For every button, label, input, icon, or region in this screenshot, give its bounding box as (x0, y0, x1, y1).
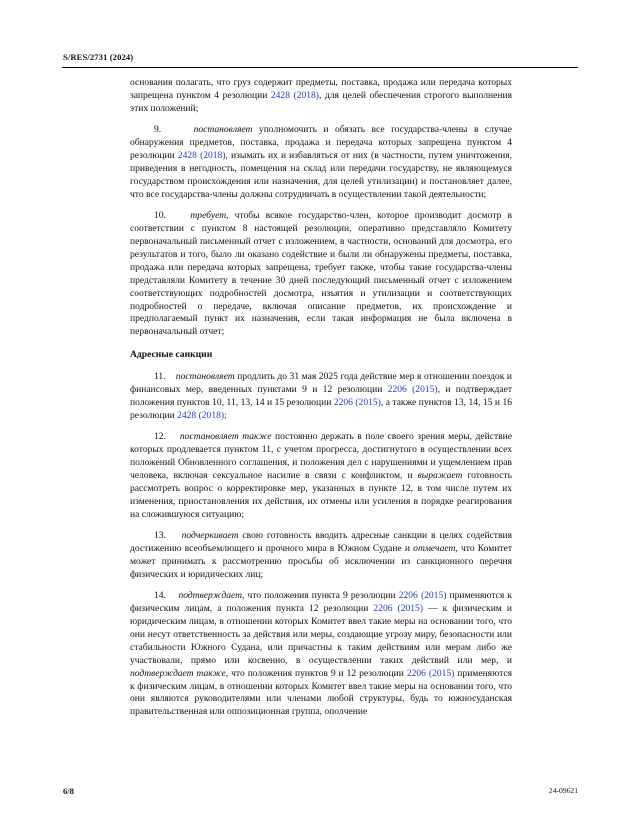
paragraph-number: 11. (154, 371, 166, 383)
resolution-link[interactable]: 2428 (2018) (270, 89, 319, 101)
document-body (130, 77, 512, 728)
paragraph-11: 11. постановляет продлить до 31 мая 2025 года действие мер в отношении поездок и финансовых мер, введенных пунктами 9 и 12 резолюции 2206 (2015), и подтверждает положения пунктов 10, 11, 13, 14 и 15 резолюции 2206 (2015), а также пунктов 13, 14, 15 и 16 резолюции 2428 (2018); (130, 371, 513, 421)
resolution-link[interactable]: 2428 (2018); (177, 409, 227, 421)
resolution-link[interactable]: 2428 (2018) (177, 150, 226, 162)
paragraph-number: 14. (154, 590, 166, 602)
page-number: 6/8 (63, 786, 74, 796)
paragraph-continuation: основания полагать, что груз содержит предметы, поставка, продажа или передача которых запрещена пунктом 4 резолюции 2428 (2018), для целей обеспечения строгого выполнения этих положений; (130, 77, 513, 114)
section-heading: Адресные санкции (130, 349, 213, 361)
paragraph-13: 13. подчеркивает свою готовность вводить адресные санкции в целях содействия достижению всеобъемлющего и прочного мира в Южном Судане и отмечает, что Комитет может принимать к рассмотрению просьбы об исключении из санкционного перечня физических и юридических лиц; (130, 530, 512, 580)
resolution-link[interactable]: 2206 (2015) (333, 396, 381, 408)
document-number: 24-09621 (548, 786, 578, 795)
paragraph-number: 12. (154, 431, 166, 443)
paragraph-number: 13. (154, 530, 166, 542)
resolution-link[interactable]: 2206 (2015) (387, 384, 438, 396)
resolution-link[interactable]: 2206 (2015) (406, 667, 455, 679)
paragraph-10: 10. требует, чтобы всякое государство-член, которое производит досмотр в соответствии с пунктом 8 настоящей резолюции, оперативно представляло Комитету первоначальный письменный отчет с изложением, в частности, оснований для досмотра, его результатов и того, было ли оказано содействие и были ли обнаружены предметы, поставка, продажа или передача которых запрещена, требует также, чтобы такие государства-члены представляли Комитету в течение 30 дней последующий письменный отчет с изложением соответствующих подробностей досмотра, изъятия и утилизации и соответствующих подробностей о передаче, включая описание предметов, их происхождение и предполагаемый пункт их назначения, если такая информация не была включена в первоначальный отчет; (130, 210, 513, 338)
header-rule (62, 67, 578, 68)
paragraph-9: 9. постановляет уполномочить и обязать все государства-члены в случае обнаружения предметов, поставка, продажа и передача которых запрещена пунктом 4 резолюции 2428 (2018), изымать их и избавляться от них (в частности, путем уничтожения, приведения в негодность, помещения на склад или передачи государству, не являющемуся государством происхождения или назначения, для целей утилизации) и постановляет далее, что все государства-члены должны сотрудничать в осуществлении такой деятельности; (130, 124, 512, 200)
document-code: S/RES/2731 (2024) (63, 52, 134, 62)
paragraph-number: 9. (154, 124, 162, 136)
paragraph-number: 10. (154, 210, 166, 222)
paragraph-14: 14. подтверждает, что положения пункта 9 резолюции 2206 (2015) применяются к физическим лицам, а положения пункта 12 резолюции 2206 (2015) — к физическим и юридическим лицам, в отношении которых Комитет ввел такие меры на основании того, что они несут ответственность за действия или меры, создающие угрозу миру, безопасности или стабильности Южного Судана, или причастны к таким действиям или мерам либо же участвовали, прямо или косвенно, в осуществлении таких действий или мер, и подтверждает также, что положения пунктов 9 и 12 резолюции 2206 (2015) применяются к физическим лицам, в отношении которых Комитет ввел такие меры на основании того, что они являются руководителями или членами любой структуры, будь то южносуданская правительственная или оппозиционная группа, ополчение (130, 590, 513, 718)
paragraph-12: 12. постановляет также постоянно держать в поле своего зрения меры, действие которых продлевается пунктом 11, с учетом прогресса, достигнутого в осуществлении всех положений Обновленного соглашения, и положения дел с нарушениями и ущемлением прав человека, включая сексуальное насилие в связи с конфликтом, и выражает готовность рассмотреть вопрос о корректировке мер, указанных в пункте 12, в том числе путем их изменения, приостановления их действия, их отмены или усиления в порядке реагирования на сложившуюся ситуацию; (130, 431, 512, 520)
resolution-link[interactable]: 2206 (2015) (398, 590, 447, 602)
resolution-link[interactable]: 2206 (2015) (373, 603, 424, 615)
